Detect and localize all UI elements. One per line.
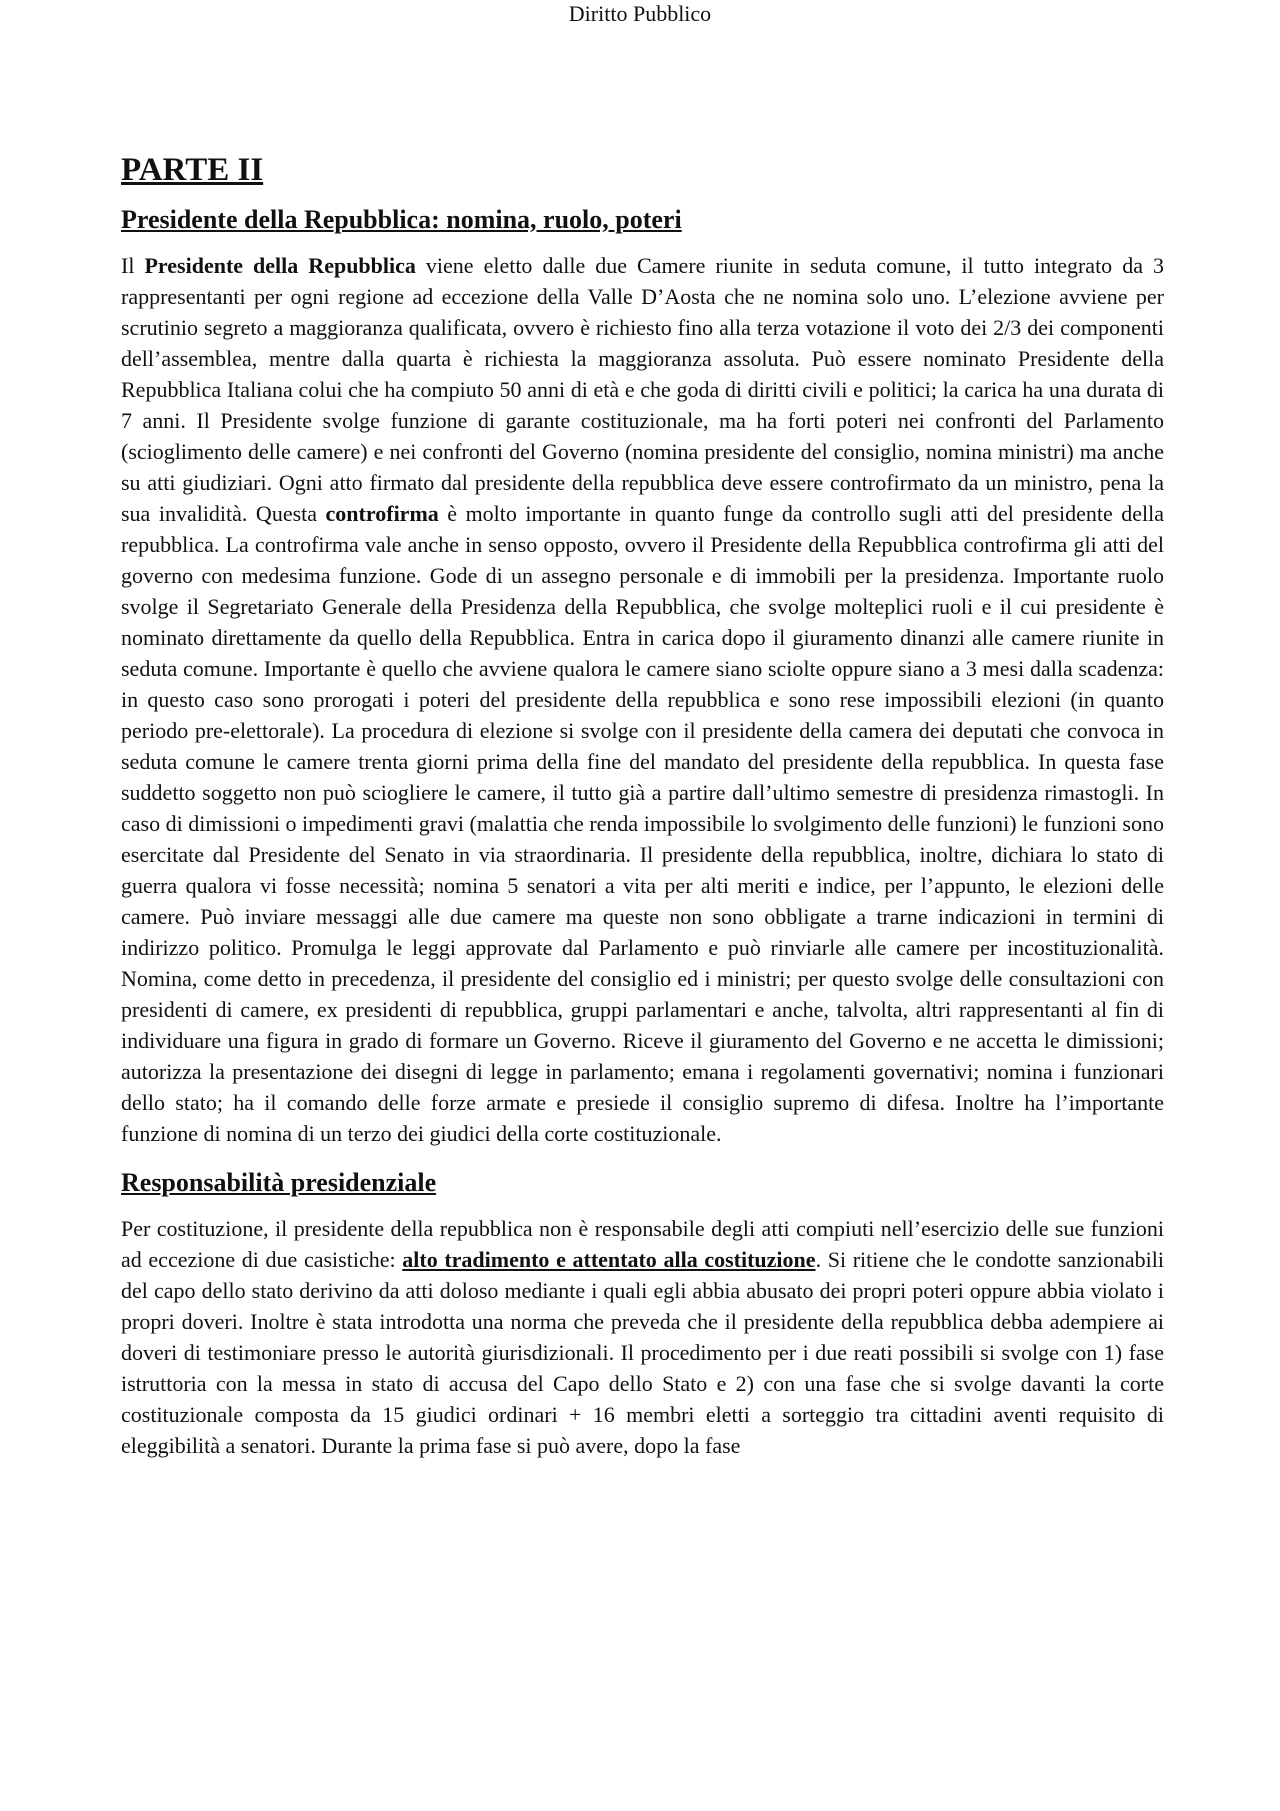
bold-term-presidente: Presidente della Repubblica xyxy=(144,253,416,278)
document-body xyxy=(121,150,1164,1461)
bold-term-controfirma: controfirma xyxy=(325,501,439,526)
paragraph-text: viene eletto dalle due Camere riunite in seduta comune, il tutto integrato da 3 rappresentanti per ogni regione ad eccezione della Valle D’Aosta che ne nomina solo uno. L’elezione avviene per scrutinio segreto a maggioranza qualificata, ovvero è richiesto fino alla terza votazione il voto dei 2/3 dei componenti dell’assemblea, mentre dalla quarta è richiesta la maggioranza assoluta. Può essere nominato Presidente della Repubblica Italiana colui che ha compiuto 50 anni di età e che goda di diritti civili e politici; la carica ha una durata di 7 anni. Il Presidente svolge funzione di garante costituzionale, ma ha forti poteri nei confronti del Parlamento (scioglimento delle camere) e nei confronti del Governo (nomina presidente del consiglio, nomina ministri) ma anche su atti giudiziari. Ogni atto firmato dal presidente della repubblica deve essere controfirmato da un ministro, pena la sua invalidità. Questa xyxy=(121,253,1164,526)
section-title-presidente: Presidente della Repubblica: nomina, ruolo, poteri xyxy=(121,205,682,234)
emphasis-reati: alto tradimento e attentato alla costituzione xyxy=(402,1247,816,1272)
section-title-responsabilita: Responsabilità presidenziale xyxy=(121,1168,437,1197)
page-header: Diritto Pubblico xyxy=(568,1,712,26)
paragraph-text: Per costituzione, il presidente della repubblica non è responsabile degli atti compiuti nell’esercizio delle sue funzioni ad eccezione di due casistiche: xyxy=(121,1216,1164,1272)
paragraph-responsabilita xyxy=(121,1213,1164,1461)
part-title: PARTE II xyxy=(121,152,264,188)
paragraph-text: Il xyxy=(121,253,145,278)
paragraph-text: è molto importante in quanto funge da controllo sugli atti del presidente della repubblica. La controfirma vale anche in senso opposto, ovvero il Presidente della Repubblica controfirma gli atti del governo con medesima funzione. Gode di un assegno personale e di immobili per la presidenza. Importante ruolo svolge il Segretariato Generale della Presidenza della Repubblica, che svolge molteplici ruoli e il cui presidente è nominato direttamente da quello della Repubblica. Entra in carica dopo il giuramento dinanzi alle camere riunite in seduta comune. Importante è quello che avviene qualora le camere siano sciolte oppure siano a 3 mesi dalla scadenza: in questo caso sono prorogati i poteri del presidente della repubblica e sono rese impossibili elezioni (in quanto periodo pre-elettorale). La procedura di elezione si svolge con il presidente della camera dei deputati che convoca in seduta comune le camere trenta giorni prima della fine del mandato del presidente della repubblica. In questa fase suddetto soggetto non può sciogliere le camere, il tutto già a partire dall’ultimo semestre di presidenza rimastogli. In caso di dimissioni o impedimenti gravi (malattia che renda impossibile lo svolgimento delle funzioni) le funzioni sono esercitate dal Presidente del Senato in via straordinaria. Il presidente della repubblica, inoltre, dichiara lo stato di guerra qualora vi fosse necessità; nomina 5 senatori a vita per alti meriti e indice, per l’appunto, le elezioni delle camere. Può inviare messaggi alle due camere ma queste non sono obbligate a trarne indicazioni in termini di indirizzo politico. Promulga le leggi approvate dal Parlamento e può rinviarle alle camere per incostituzionalità. Nomina, come detto in precedenza, il presidente del consiglio ed i ministri; per questo svolge delle consultazioni con presidenti di camere, ex presidenti di repubblica, gruppi parlamentari e anche, talvolta, altri rappresentanti al fin di individuare una figura in grado di formare un Governo. Riceve il giuramento del Governo e ne accetta le dimissioni; autorizza la presentazione dei disegni di legge in parlamento; emana i regolamenti governativi; nomina i funzionari dello stato; ha il comando delle forze armate e presiede il consiglio supremo di difesa. Inoltre ha l’importante funzione di nomina di un terzo dei giudici della corte costituzionale. xyxy=(121,501,1164,1146)
paragraph-text: . Si ritiene che le condotte sanzionabili del capo dello stato derivino da atti doloso mediante i quali egli abbia abusato dei propri poteri oppure abbia violato i propri doveri. Inoltre è stata introdotta una norma che preveda che il presidente della repubblica debba adempiere ai doveri di testimoniare presso le autorità giurisdizionali. Il procedimento per i due reati possibili si svolge con 1) fase istruttoria con la messa in stato di accusa del Capo dello Stato e 2) con una fase che si svolge davanti la corte costituzionale composta da 15 giudici ordinari + 16 membri eletti a sorteggio tra cittadini aventi requisito di eleggibilità a senatori. Durante la prima fase si può avere, dopo la fase xyxy=(121,1247,1164,1458)
paragraph-presidente xyxy=(121,250,1164,1149)
